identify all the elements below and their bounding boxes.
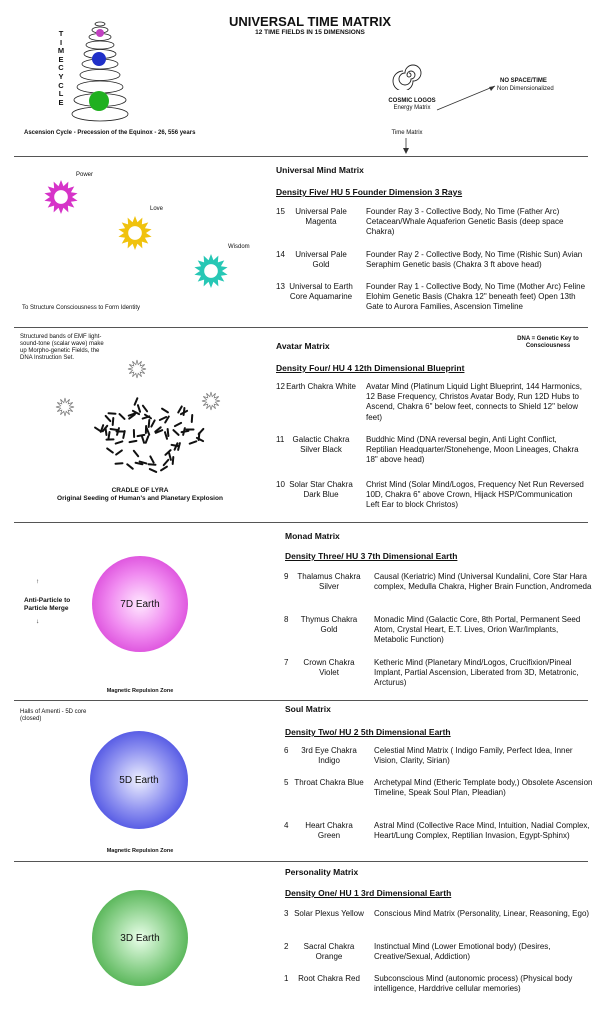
halls-of-amenti-label: Halls of Amenti - 5D core (closed) [20,709,87,722]
sphere-label: 5D Earth [119,774,159,786]
chakra-desc: Archetypal Mind (Etheric Template body,) Obsolete Ascension Timeline, Speak Soul Plan, Pleadian) [374,778,593,798]
chakra-num: 1 [284,974,289,983]
time-cycle-cone [70,18,130,128]
time-cycle-letter: M [57,46,65,56]
chakra-row [284,821,596,861]
chakra-name: Universal Pale Gold [295,250,347,270]
lyra-seed [174,422,183,428]
lyra-seed [188,440,197,445]
chakra-num: 3 [284,909,289,918]
chakra-desc: Avatar Mind (Platinum Liquid Light Blueprint, 144 Harmonics, 12 Base Frequency, Christos Avatar Body, Run 12D Hubs to Ascend, Chakra 6" below feet, connects to Shield 12" below feet) [366,382,582,422]
chakra-desc: Monadic Mind (Galactic Core, 8th Portal, Permanent Seed Atom, Crystal Heart, E.T. Lives, Orion War/Implants, Metabolic Function) [374,615,581,645]
chakra-desc: Causal (Keriatric) Mind (Universal Kundalini, Core Star Hara complex, Medulla Chakra, Higher Brain Function, Andromeda [374,572,592,592]
chakra-desc: Ketheric Mind (Planetary Mind/Logos, Crucifixion/Pineal Implant, Partial Ascension, Liberated from 3D, Metatronic, Arcturus) [374,658,579,688]
sphere-label: 3D Earth [120,932,160,944]
lyra-seed [172,428,180,436]
wisdom-label: Wisdom [228,244,250,250]
chakra-name: Solar Star Chakra Dark Blue [289,480,353,500]
burst-icon [54,396,76,418]
dna-note: DNA = Genetic Key to Consciousness [517,336,579,349]
time-cycle-letter: C [58,80,64,90]
time-cycle-letter: L [58,89,64,99]
chakra-name: Sacral Chakra Orange [303,942,355,962]
wisdom-star-icon [192,252,230,290]
chakra-name: Universal Pale Magenta [295,207,347,227]
chakra-name: Throat Chakra Blue [294,778,364,787]
lyra-seed [112,417,115,426]
lyra-seed [106,447,114,454]
time-cycle-letter: C [58,63,64,73]
monad-title: Monad Matrix [285,531,340,541]
chakra-row [284,615,596,655]
sphere-7d-earth [92,556,188,652]
chakra-row [284,572,596,612]
monad-density: Density Three/ HU 3 7th Dimensional Earth [285,551,458,561]
chakra-name: Galactic Chakra Silver Black [292,435,350,455]
lyra-seed [141,404,148,412]
lyra-seed [161,407,170,413]
chakra-name: Earth Chakra White [286,382,356,391]
time-cycle-letter: E [58,54,64,64]
chakra-num: 13 [276,282,285,291]
blue-ball [92,52,106,66]
chakra-num: 7 [284,658,289,667]
lyra-seed-cloud [92,395,207,475]
magnetic-zone-label: Magnetic Repulsion Zone [106,688,174,694]
divider [14,156,588,157]
lyra-seed [114,441,123,446]
sphere-5d-earth [90,731,188,829]
chakra-num: 14 [276,250,285,259]
chakra-name: Thymus Chakra Gold [300,615,358,635]
lyra-seed [166,428,169,437]
chakra-num: 10 [276,480,285,489]
chakra-desc: Buddhic Mind (DNA reversal begin, Anti Light Conflict, Reptilian Headquarter/Stonehenge, Moon Lineages, Chakra 18" above head) [366,435,579,465]
chakra-num: 12 [276,382,285,391]
chakra-desc: Founder Ray 2 - Collective Body, No Time (Rishic Sun) Avian Seraphim Genetic basis (Chakra 3 ft above head) [366,250,583,270]
chakra-row [276,207,588,247]
chakra-name: Universal to Earth Core Aquamarine [289,282,353,302]
arrow-icon [435,82,500,112]
lyra-seed [118,413,126,421]
lyra-seed [197,432,200,441]
lyra-seed [107,413,116,416]
lyra-seed [134,462,143,466]
emf-note: Structured bands of EMF light-sound-tone (scalar wave) make up Morpho-genetic Fields, the DNA Instruction Set. [20,334,104,361]
personality-density: Density One/ HU 1 3rd Dimensional Earth [285,888,452,898]
chakra-row [284,658,596,698]
ascension-caption: Ascension Cycle - Precession of the Equinox - 26, 556 years [24,130,196,136]
down-arrow-icon [402,138,410,154]
chakra-num: 2 [284,942,289,951]
lyra-seed [150,419,156,428]
universal-mind-density: Density Five/ HU 5 Founder Dimension 3 Rays [276,187,463,197]
chakra-row [276,282,588,322]
chakra-num: 6 [284,746,289,755]
lyra-seed [148,468,157,473]
lyra-seed [186,428,195,430]
page-subtitle: 12 TIME FIELDS IN 15 DIMENSIONS [255,29,365,36]
violet-ball [96,29,104,37]
burst-icon [126,358,148,380]
chakra-name: Heart Chakra Green [305,821,353,841]
divider [14,522,588,523]
non-dimensionalized-label: Non Dimensionalized [497,86,554,92]
spiral-icon [392,60,426,90]
chakra-desc: Celestial Mind Matrix ( Indigo Family, Perfect Idea, Inner Vision, Clarity, Sirian) [374,746,573,766]
chakra-num: 11 [276,435,285,444]
sphere-3d-earth [92,890,188,986]
power-label: Power [76,172,94,178]
magnetic-zone-label: Magnetic Repulsion Zone [106,848,174,854]
structure-label: To Structure Consciousness to Form Identity [22,305,141,311]
lyra-seed [114,449,123,456]
lyra-seed [190,414,193,423]
lyra-seed [132,429,134,438]
chakra-name: Crown Chakra Violet [303,658,355,678]
soul-density: Density Two/ HU 2 5th Dimensional Earth [285,727,451,737]
lyra-seed [172,456,175,465]
chakra-desc: Subconscious Mind (autonomic process) (Physical body intelligence, Harddrive cellular memories) [374,974,573,994]
divider [14,700,588,701]
time-cycle-letter: T [58,29,64,38]
personality-title: Personality Matrix [285,867,359,877]
divider [14,327,588,328]
lyra-seed [104,415,112,423]
chakra-row [276,480,588,520]
chakra-num: 4 [284,821,289,830]
chakra-desc: Conscious Mind Matrix (Personality, Linear, Reasoning, Ego) [374,909,590,918]
universal-mind-title: Universal Mind Matrix [276,165,364,175]
soul-title: Soul Matrix [285,704,331,714]
cradle-label: CRADLE OF LYRA [111,487,169,494]
chakra-num: 9 [284,572,289,581]
sphere-label: 7D Earth [120,598,160,610]
time-cycle-label [57,30,65,107]
chakra-row [284,778,596,818]
lyra-seed [148,463,157,466]
chakra-num: 8 [284,615,289,624]
chakra-row [276,435,588,475]
lyra-seed [128,440,137,444]
time-cycle-letter: Y [58,71,64,81]
chakra-desc: Astral Mind (Collective Race Mind, Intuition, Nadial Complex, Heart/Lung Complex, Reptilian Invasion, Egypt-Sphinx) [374,821,590,841]
chakra-num: 15 [276,207,285,216]
anti-particle-label: Anti-Particle to Particle Merge [24,597,71,612]
chakra-name: Solar Plexus Yellow [294,909,364,918]
lyra-seed [132,449,139,457]
seeding-label: Original Seeding of Human's and Planetary Explosion [57,495,223,502]
chakra-name: Thalamus Chakra Silver [297,572,361,592]
no-space-time-label: NO SPACE/TIME [500,78,547,84]
time-cycle-letter: E [58,97,64,107]
chakra-name: 3rd Eye Chakra Indigo [301,746,357,766]
chakra-desc: Instinctual Mind (Lower Emotional body) (Desires, Creative/Sexual, Addiction) [374,942,551,962]
avatar-title: Avatar Matrix [276,341,330,351]
chakra-row [284,974,596,1014]
love-star-icon [116,214,154,252]
divider [14,861,588,862]
power-star-icon [42,178,80,216]
time-cycle-letter: I [59,37,63,47]
time-matrix-label: Time Matrix [391,130,423,136]
chakra-desc: Founder Ray 1 - Collective Body, No Time (Mother Arc) Feline Elohim Genetic Basis (Chakra 12" beneath feet) Open 13th Gate to Aurora Families, Ascension Timeline [366,282,586,312]
chakra-row [276,382,588,422]
energy-matrix-label: Energy Matrix [393,105,431,111]
lyra-seed [115,462,124,465]
chakra-name: Root Chakra Red [298,974,360,983]
chakra-desc: Christ Mind (Solar Mind/Logos, Frequency Net Run Reversed 10D, Chakra 6" above Crown, Hijack HSP/Communication Left Ear to block Christos) [366,480,584,510]
page-title: UNIVERSAL TIME MATRIX [228,14,392,29]
green-ball [89,91,109,111]
avatar-density: Density Four/ HU 4 12th Dimensional Blueprint [276,363,465,373]
chakra-desc: Founder Ray 3 - Collective Body, No Time (Father Arc) Cetacean/Whale Aquaferion Genetic Basis (deep space Chakra) [366,207,564,237]
cosmic-logos-label: COSMIC LOGOS [388,98,436,104]
lyra-seed [126,463,134,470]
up-arrow-icon: ↑ [36,578,40,585]
chakra-num: 5 [284,778,289,787]
love-label: Love [150,206,164,212]
down-arrow-icon: ↓ [36,618,40,625]
